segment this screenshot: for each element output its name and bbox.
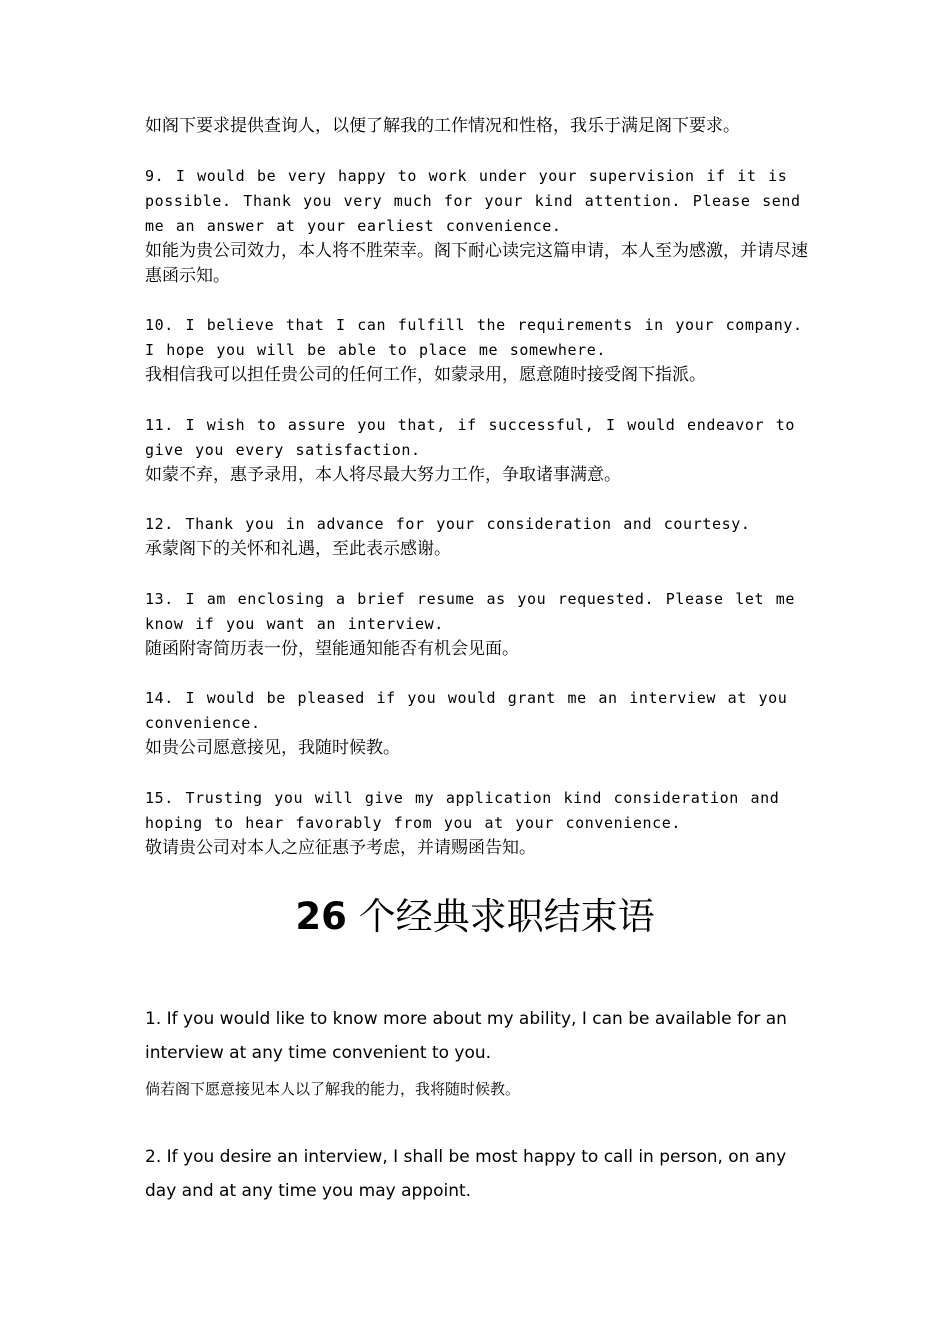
item-chinese-text: 敬请贵公司对本人之应征惠予考虑，并请赐函告知。 [145,838,536,858]
item-english-text: 14. I would be pleased if you would grant me an interview at you convenience. [145,689,788,732]
item-english-text: 9. I would be very happy to work under your supervision if it is possible. Thank you very much for your kind attention. Please send me an answer at your earliest convenience. [145,167,801,235]
list-item-13 [145,587,815,662]
list-item-14 [145,686,815,761]
item-english-text: 11. I wish to assure you that, if successful, I would endeavor to give you every satisfaction. [145,416,795,459]
list-item-11 [145,413,815,488]
item-chinese-text: 我相信我可以担任贵公司的任何工作，如蒙录用，愿意随时接受阁下指派。 [145,365,706,385]
intro-paragraph [145,114,815,139]
item-chinese-text: 如贵公司愿意接见，我随时候教。 [145,738,400,758]
list-item-10 [145,313,815,388]
closing-english-text: 2. If you desire an interview, I shall be most happy to call in person, on any day and at any time you may appoint. [145,1147,787,1201]
item-chinese-text: 如蒙不弃，惠予录用，本人将尽最大努力工作，争取诸事满意。 [145,465,621,485]
section-title-text: 个经典求职结束语 [358,895,655,938]
closing-item-2 [145,1140,815,1208]
closing-english-text: 1. If you would like to know more about my ability, I can be available for an interview at any time convenient to you. [145,1009,787,1063]
item-english-text: 10. I believe that I can fulfill the requirements in your company. I hope you will be able to place me somewhere. [145,316,803,359]
section-title [0,892,950,942]
closing-item-1 [145,1002,815,1106]
item-chinese-text: 随函附寄简历表一份，望能通知能否有机会见面。 [145,639,519,659]
intro-chinese-text: 如阁下要求提供查询人，以便了解我的工作情况和性格，我乐于满足阁下要求。 [145,116,740,136]
item-chinese-text: 承蒙阁下的关怀和礼遇，至此表示感谢。 [145,539,451,559]
section-title-number: 26 [295,895,347,938]
item-english-text: 15. Trusting you will give my application kind consideration and hoping to hear favorably from you at your convenience. [145,789,780,832]
list-item-15 [145,786,815,861]
list-item-9 [145,164,815,289]
item-chinese-text: 如能为贵公司效力，本人将不胜荣幸。阁下耐心读完这篇申请，本人至为感激，并请尽速惠函示知。 [145,241,808,286]
item-english-text: 12. Thank you in advance for your consideration and courtesy. [145,515,751,533]
closing-chinese-text: 倘若阁下愿意接见本人以了解我的能力，我将随时候教。 [145,1080,521,1098]
list-item-12 [145,512,815,562]
item-english-text: 13. I am enclosing a brief resume as you requested. Please let me know if you want an interview. [145,590,795,633]
